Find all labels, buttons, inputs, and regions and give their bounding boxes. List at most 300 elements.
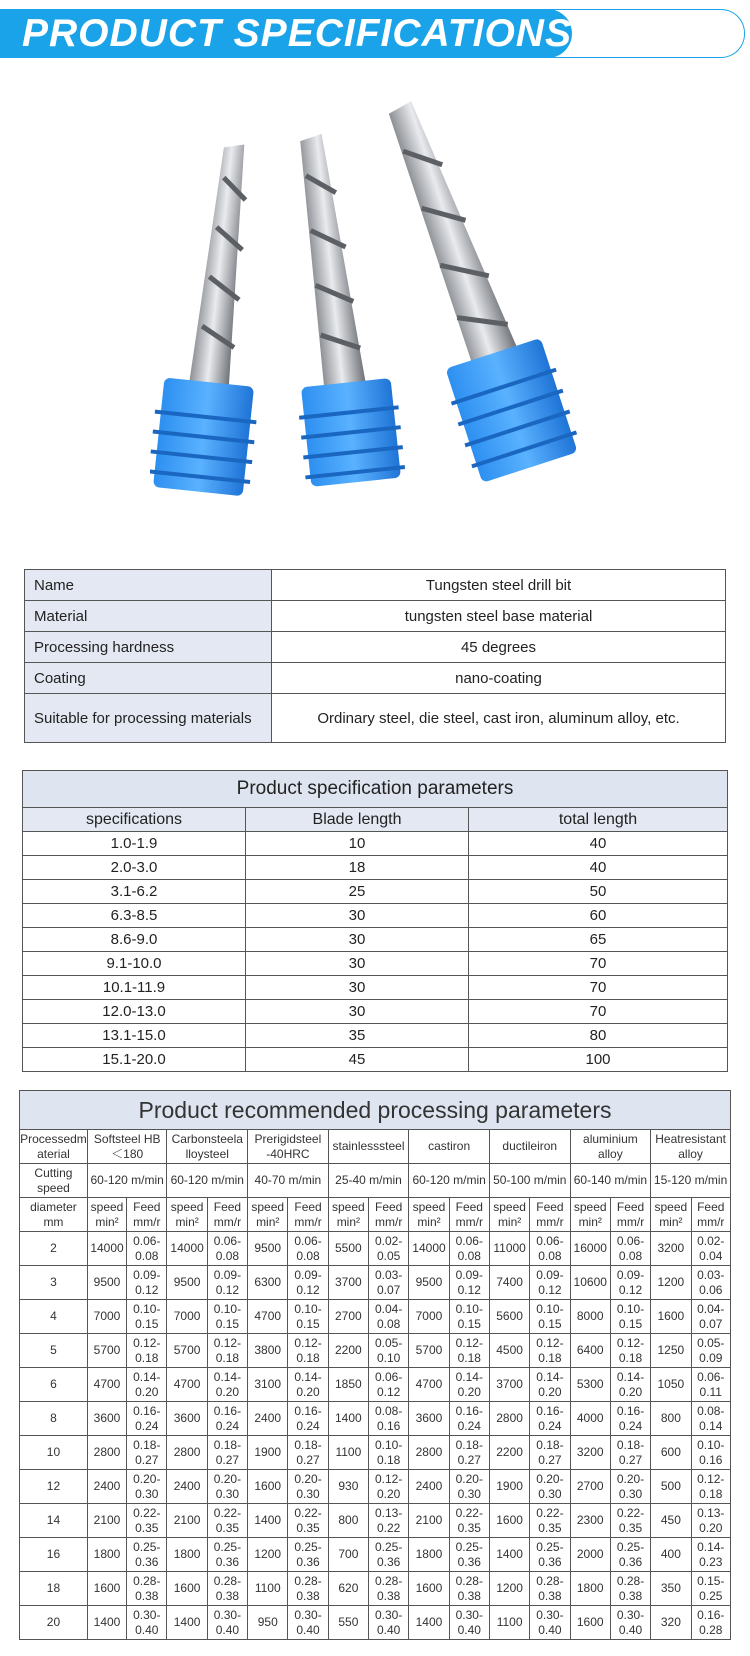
process-table-title: Product recommended processing parameters: [20, 1091, 731, 1130]
process-cell: 0.12-0.20: [369, 1470, 409, 1504]
process-cell: 0.06-0.11: [691, 1368, 730, 1402]
cutting-speed-value: 40-70 m/min: [248, 1164, 329, 1198]
process-cell: 6400: [570, 1334, 610, 1368]
process-cell: 9500: [248, 1232, 288, 1266]
feed-subheader: Feed mm/r: [530, 1198, 570, 1232]
spec-cell: 70: [469, 952, 728, 976]
process-cell: 3700: [489, 1368, 529, 1402]
process-cell: 1800: [87, 1538, 126, 1572]
process-cell: 0.18-0.27: [207, 1436, 247, 1470]
process-cell: 0.10-0.15: [610, 1300, 650, 1334]
process-cell: 1400: [328, 1402, 368, 1436]
process-cell: 0.06-0.08: [530, 1232, 570, 1266]
process-row: [20, 1402, 731, 1436]
process-cell: 14000: [409, 1232, 449, 1266]
info-row: [25, 601, 726, 632]
process-cell: 11000: [489, 1232, 529, 1266]
process-cell: 0.25-0.36: [530, 1538, 570, 1572]
info-row: [25, 694, 726, 743]
process-cell: 0.22-0.35: [449, 1504, 489, 1538]
spec-cell: 45: [246, 1048, 469, 1072]
diameter-value: 12: [20, 1470, 88, 1504]
process-cell: 1800: [570, 1572, 610, 1606]
spec-cell: 8.6-9.0: [23, 928, 246, 952]
process-cell: 0.16-0.24: [127, 1402, 167, 1436]
process-cell: 9500: [167, 1266, 207, 1300]
process-cell: 0.06-0.08: [610, 1232, 650, 1266]
process-cell: 0.22-0.35: [530, 1504, 570, 1538]
process-cell: 0.14-0.20: [449, 1368, 489, 1402]
process-cell: 1100: [248, 1572, 288, 1606]
sub-header-row: [20, 1198, 731, 1232]
process-cell: 1400: [167, 1606, 207, 1640]
diameter-value: 8: [20, 1402, 88, 1436]
process-cell: 0.14-0.23: [691, 1538, 730, 1572]
process-cell: 0.28-0.38: [369, 1572, 409, 1606]
process-cell: 8000: [570, 1300, 610, 1334]
process-cell: 0.25-0.36: [369, 1538, 409, 1572]
process-cell: 0.14-0.20: [530, 1368, 570, 1402]
cutting-speed-label: Cutting speed: [20, 1164, 88, 1198]
process-cell: 2200: [328, 1334, 368, 1368]
spec-cell: 30: [246, 952, 469, 976]
info-row: [25, 632, 726, 663]
process-row: [20, 1470, 731, 1504]
process-cell: 7000: [87, 1300, 126, 1334]
process-cell: 5500: [328, 1232, 368, 1266]
process-cell: 1400: [409, 1606, 449, 1640]
process-cell: 500: [651, 1470, 691, 1504]
process-cell: 450: [651, 1504, 691, 1538]
diameter-value: 14: [20, 1504, 88, 1538]
process-cell: 2400: [409, 1470, 449, 1504]
cutting-speed-value: 60-120 m/min: [87, 1164, 167, 1198]
process-cell: 0.06-0.08: [127, 1232, 167, 1266]
process-cell: 0.14-0.20: [207, 1368, 247, 1402]
process-cell: 1800: [409, 1538, 449, 1572]
spec-row: [23, 856, 728, 880]
process-cell: 0.16-0.24: [530, 1402, 570, 1436]
feed-subheader: Feed mm/r: [610, 1198, 650, 1232]
process-cell: 14000: [167, 1232, 207, 1266]
process-cell: 1850: [328, 1368, 368, 1402]
cutting-speed-value: 15-120 m/min: [651, 1164, 731, 1198]
info-label: Coating: [25, 663, 272, 694]
product-info-table: [24, 569, 726, 743]
process-cell: 7400: [489, 1266, 529, 1300]
process-cell: 2000: [570, 1538, 610, 1572]
spec-row: [23, 1048, 728, 1072]
process-cell: 0.20-0.30: [207, 1470, 247, 1504]
spec-header-row: [23, 808, 728, 832]
process-cell: 0.09-0.12: [449, 1266, 489, 1300]
process-cell: 0.14-0.20: [127, 1368, 167, 1402]
process-cell: 0.10-0.15: [288, 1300, 328, 1334]
process-cell: 0.25-0.36: [610, 1538, 650, 1572]
process-cell: 0.22-0.35: [288, 1504, 328, 1538]
info-row: [25, 663, 726, 694]
process-cell: 0.18-0.27: [530, 1436, 570, 1470]
process-cell: 800: [328, 1504, 368, 1538]
diameter-label: diameter mm: [20, 1198, 88, 1232]
cutting-speed-value: 60-120 m/min: [167, 1164, 248, 1198]
spec-table: [22, 770, 728, 1072]
diameter-value: 18: [20, 1572, 88, 1606]
process-cell: 2200: [489, 1436, 529, 1470]
process-cell: 5700: [167, 1334, 207, 1368]
process-row: [20, 1300, 731, 1334]
spec-cell: 30: [246, 1000, 469, 1024]
spec-cell: 30: [246, 904, 469, 928]
process-cell: 2300: [570, 1504, 610, 1538]
feed-subheader: Feed mm/r: [127, 1198, 167, 1232]
spec-cell: 10.1-11.9: [23, 976, 246, 1000]
info-label: Name: [25, 570, 272, 601]
info-row: [25, 570, 726, 601]
process-cell: 0.25-0.36: [288, 1538, 328, 1572]
drill-bits-icon: [150, 88, 630, 548]
speed-subheader: speed min²: [167, 1198, 207, 1232]
process-cell: 0.12-0.18: [530, 1334, 570, 1368]
spec-cell: 13.1-15.0: [23, 1024, 246, 1048]
process-cell: 7000: [167, 1300, 207, 1334]
process-cell: 0.12-0.18: [207, 1334, 247, 1368]
spec-cell: 9.1-10.0: [23, 952, 246, 976]
material-name: stainlesssteel: [328, 1130, 409, 1164]
process-cell: 9500: [87, 1266, 126, 1300]
process-cell: 0.09-0.12: [127, 1266, 167, 1300]
spec-row: [23, 880, 728, 904]
process-row: [20, 1572, 731, 1606]
process-cell: 4700: [248, 1300, 288, 1334]
spec-cell: 50: [469, 880, 728, 904]
process-cell: 0.16-0.28: [691, 1606, 730, 1640]
process-cell: 320: [651, 1606, 691, 1640]
process-cell: 350: [651, 1572, 691, 1606]
process-row: [20, 1334, 731, 1368]
process-cell: 600: [651, 1436, 691, 1470]
spec-cell: 40: [469, 832, 728, 856]
process-cell: 0.16-0.24: [207, 1402, 247, 1436]
process-cell: 5700: [87, 1334, 126, 1368]
process-cell: 0.20-0.30: [288, 1470, 328, 1504]
spec-cell: 65: [469, 928, 728, 952]
process-cell: 1600: [651, 1300, 691, 1334]
process-cell: 0.25-0.36: [449, 1538, 489, 1572]
material-name: aluminium alloy: [570, 1130, 651, 1164]
processing-table-body: [20, 1091, 731, 1640]
process-cell: 0.16-0.24: [610, 1402, 650, 1436]
process-cell: 0.12-0.18: [610, 1334, 650, 1368]
feed-subheader: Feed mm/r: [288, 1198, 328, 1232]
process-row: [20, 1266, 731, 1300]
process-cell: 0.02-0.04: [691, 1232, 730, 1266]
spec-cell: 70: [469, 976, 728, 1000]
process-cell: 930: [328, 1470, 368, 1504]
process-cell: 2800: [87, 1436, 126, 1470]
process-cell: 2400: [87, 1470, 126, 1504]
process-cell: 0.30-0.40: [369, 1606, 409, 1640]
process-cell: 0.25-0.36: [207, 1538, 247, 1572]
spec-table-title: Product specification parameters: [23, 771, 728, 808]
process-cell: 3600: [167, 1402, 207, 1436]
process-cell: 0.09-0.12: [610, 1266, 650, 1300]
process-cell: 0.03-0.06: [691, 1266, 730, 1300]
process-cell: 3600: [87, 1402, 126, 1436]
process-cell: 0.28-0.38: [288, 1572, 328, 1606]
process-cell: 0.12-0.18: [449, 1334, 489, 1368]
info-value: tungsten steel base material: [272, 601, 726, 632]
spec-header: total length: [469, 808, 728, 832]
process-cell: 1400: [87, 1606, 126, 1640]
cutting-speed-value: 60-140 m/min: [570, 1164, 651, 1198]
process-cell: 1800: [167, 1538, 207, 1572]
process-cell: 0.06-0.08: [449, 1232, 489, 1266]
diameter-value: 3: [20, 1266, 88, 1300]
process-cell: 0.09-0.12: [207, 1266, 247, 1300]
material-name: Softsteel HB＜180: [87, 1130, 167, 1164]
drill-bit-middle: [270, 129, 406, 488]
spec-cell: 70: [469, 1000, 728, 1024]
process-cell: 0.28-0.38: [610, 1572, 650, 1606]
spec-cell: 18: [246, 856, 469, 880]
cutting-speed-value: 25-40 m/min: [328, 1164, 409, 1198]
process-cell: 0.10-0.18: [369, 1436, 409, 1470]
material-label: Processedm aterial: [20, 1130, 88, 1164]
speed-subheader: speed min²: [489, 1198, 529, 1232]
process-cell: 0.03-0.07: [369, 1266, 409, 1300]
process-cell: 0.04-0.08: [369, 1300, 409, 1334]
process-cell: 4000: [570, 1402, 610, 1436]
spec-header: specifications: [23, 808, 246, 832]
info-label: Suitable for processing materials: [25, 694, 272, 743]
speed-subheader: speed min²: [651, 1198, 691, 1232]
process-cell: 1200: [651, 1266, 691, 1300]
process-cell: 6300: [248, 1266, 288, 1300]
spec-cell: 40: [469, 856, 728, 880]
process-cell: 0.14-0.20: [610, 1368, 650, 1402]
process-cell: 1600: [409, 1572, 449, 1606]
spec-cell: 3.1-6.2: [23, 880, 246, 904]
diameter-value: 10: [20, 1436, 88, 1470]
speed-subheader: speed min²: [328, 1198, 368, 1232]
speed-subheader: speed min²: [87, 1198, 126, 1232]
process-cell: 0.22-0.35: [610, 1504, 650, 1538]
spec-row: [23, 1000, 728, 1024]
process-cell: 1400: [248, 1504, 288, 1538]
process-cell: 0.16-0.24: [449, 1402, 489, 1436]
process-cell: 950: [248, 1606, 288, 1640]
process-cell: 0.06-0.12: [369, 1368, 409, 1402]
diameter-value: 20: [20, 1606, 88, 1640]
process-cell: 0.12-0.18: [691, 1470, 730, 1504]
spec-cell: 15.1-20.0: [23, 1048, 246, 1072]
process-cell: 4500: [489, 1334, 529, 1368]
process-cell: 0.18-0.27: [288, 1436, 328, 1470]
process-cell: 0.18-0.27: [449, 1436, 489, 1470]
process-cell: 0.10-0.15: [449, 1300, 489, 1334]
material-name: Carbonsteela lloysteel: [167, 1130, 248, 1164]
process-cell: 4700: [87, 1368, 126, 1402]
process-cell: 1600: [570, 1606, 610, 1640]
process-cell: 2700: [328, 1300, 368, 1334]
process-cell: 400: [651, 1538, 691, 1572]
process-cell: 1900: [489, 1470, 529, 1504]
spec-cell: 1.0-1.9: [23, 832, 246, 856]
process-cell: 0.10-0.16: [691, 1436, 730, 1470]
process-cell: 9500: [409, 1266, 449, 1300]
process-cell: 0.09-0.12: [288, 1266, 328, 1300]
spec-cell: 10: [246, 832, 469, 856]
process-cell: 0.08-0.16: [369, 1402, 409, 1436]
process-cell: 14000: [87, 1232, 126, 1266]
spec-cell: 12.0-13.0: [23, 1000, 246, 1024]
process-cell: 1600: [87, 1572, 126, 1606]
process-cell: 2100: [167, 1504, 207, 1538]
spec-row: [23, 904, 728, 928]
process-cell: 0.25-0.36: [127, 1538, 167, 1572]
process-cell: 700: [328, 1538, 368, 1572]
feed-subheader: Feed mm/r: [369, 1198, 409, 1232]
info-value: Tungsten steel drill bit: [272, 570, 726, 601]
speed-subheader: speed min²: [409, 1198, 449, 1232]
info-value: Ordinary steel, die steel, cast iron, aluminum alloy, etc.: [272, 694, 726, 743]
process-cell: 1200: [248, 1538, 288, 1572]
material-name: ductileiron: [489, 1130, 570, 1164]
process-cell: 2100: [87, 1504, 126, 1538]
process-cell: 800: [651, 1402, 691, 1436]
spec-cell: 30: [246, 976, 469, 1000]
spec-row: [23, 832, 728, 856]
process-cell: 0.30-0.40: [207, 1606, 247, 1640]
process-cell: 0.13-0.20: [691, 1504, 730, 1538]
process-cell: 0.18-0.27: [610, 1436, 650, 1470]
process-cell: 1200: [489, 1572, 529, 1606]
drill-bit-left: [150, 138, 285, 497]
process-cell: 4700: [409, 1368, 449, 1402]
spec-table-body: [23, 832, 728, 1072]
process-cell: 2100: [409, 1504, 449, 1538]
process-cell: 0.10-0.15: [127, 1300, 167, 1334]
process-row: [20, 1436, 731, 1470]
process-row: [20, 1368, 731, 1402]
process-cell: 0.06-0.08: [288, 1232, 328, 1266]
spec-cell: 25: [246, 880, 469, 904]
process-cell: 0.14-0.20: [288, 1368, 328, 1402]
process-cell: 0.30-0.40: [449, 1606, 489, 1640]
process-cell: 0.18-0.27: [127, 1436, 167, 1470]
feed-subheader: Feed mm/r: [691, 1198, 730, 1232]
speed-subheader: speed min²: [248, 1198, 288, 1232]
info-value: 45 degrees: [272, 632, 726, 663]
spec-cell: 30: [246, 928, 469, 952]
process-cell: 0.22-0.35: [127, 1504, 167, 1538]
process-cell: 0.28-0.38: [530, 1572, 570, 1606]
process-cell: 2800: [167, 1436, 207, 1470]
process-cell: 3200: [651, 1232, 691, 1266]
process-cell: 0.30-0.40: [610, 1606, 650, 1640]
process-cell: 0.13-0.22: [369, 1504, 409, 1538]
diameter-value: 2: [20, 1232, 88, 1266]
process-row: [20, 1504, 731, 1538]
process-cell: 1900: [248, 1436, 288, 1470]
process-cell: 0.04-0.07: [691, 1300, 730, 1334]
process-cell: 3700: [328, 1266, 368, 1300]
info-label: Material: [25, 601, 272, 632]
diameter-value: 5: [20, 1334, 88, 1368]
spec-row: [23, 928, 728, 952]
header-banner: [0, 9, 748, 58]
process-cell: 2800: [489, 1402, 529, 1436]
process-cell: 1600: [248, 1470, 288, 1504]
feed-subheader: Feed mm/r: [207, 1198, 247, 1232]
process-cell: 0.22-0.35: [207, 1504, 247, 1538]
process-cell: 5600: [489, 1300, 529, 1334]
process-cell: 1400: [489, 1538, 529, 1572]
process-cell: 0.20-0.30: [530, 1470, 570, 1504]
spec-row: [23, 976, 728, 1000]
cutting-speed-value: 50-100 m/min: [489, 1164, 570, 1198]
spec-row: [23, 1024, 728, 1048]
diameter-value: 4: [20, 1300, 88, 1334]
cutting-speed-row: [20, 1164, 731, 1198]
process-cell: 3600: [409, 1402, 449, 1436]
process-title-row: [20, 1091, 731, 1130]
process-row: [20, 1232, 731, 1266]
process-cell: 0.20-0.30: [127, 1470, 167, 1504]
process-cell: 0.10-0.15: [207, 1300, 247, 1334]
spec-cell: 80: [469, 1024, 728, 1048]
feed-subheader: Feed mm/r: [449, 1198, 489, 1232]
spec-header: Blade length: [246, 808, 469, 832]
process-cell: 5300: [570, 1368, 610, 1402]
process-cell: 3100: [248, 1368, 288, 1402]
process-cell: 0.05-0.10: [369, 1334, 409, 1368]
process-cell: 0.28-0.38: [207, 1572, 247, 1606]
process-cell: 16000: [570, 1232, 610, 1266]
processing-params-table: [19, 1090, 731, 1640]
process-cell: 0.10-0.15: [530, 1300, 570, 1334]
material-name: castiron: [409, 1130, 490, 1164]
spec-cell: 6.3-8.5: [23, 904, 246, 928]
spec-row: [23, 952, 728, 976]
process-cell: 3800: [248, 1334, 288, 1368]
process-cell: 0.20-0.30: [449, 1470, 489, 1504]
process-cell: 7000: [409, 1300, 449, 1334]
spec-cell: 2.0-3.0: [23, 856, 246, 880]
process-cell: 3200: [570, 1436, 610, 1470]
process-cell: 2800: [409, 1436, 449, 1470]
process-cell: 2700: [570, 1470, 610, 1504]
process-cell: 550: [328, 1606, 368, 1640]
process-cell: 0.30-0.40: [530, 1606, 570, 1640]
process-cell: 0.16-0.24: [288, 1402, 328, 1436]
process-cell: 0.28-0.38: [127, 1572, 167, 1606]
process-cell: 1100: [489, 1606, 529, 1640]
diameter-value: 16: [20, 1538, 88, 1572]
diameter-value: 6: [20, 1368, 88, 1402]
process-cell: 1050: [651, 1368, 691, 1402]
process-cell: 0.06-0.08: [207, 1232, 247, 1266]
page-title: PRODUCT SPECIFICATIONS: [22, 12, 572, 55]
process-row: [20, 1538, 731, 1572]
speed-subheader: speed min²: [570, 1198, 610, 1232]
process-cell: 0.12-0.18: [288, 1334, 328, 1368]
process-cell: 0.30-0.40: [127, 1606, 167, 1640]
process-cell: 1600: [167, 1572, 207, 1606]
process-cell: 1600: [489, 1504, 529, 1538]
process-cell: 0.08-0.14: [691, 1402, 730, 1436]
